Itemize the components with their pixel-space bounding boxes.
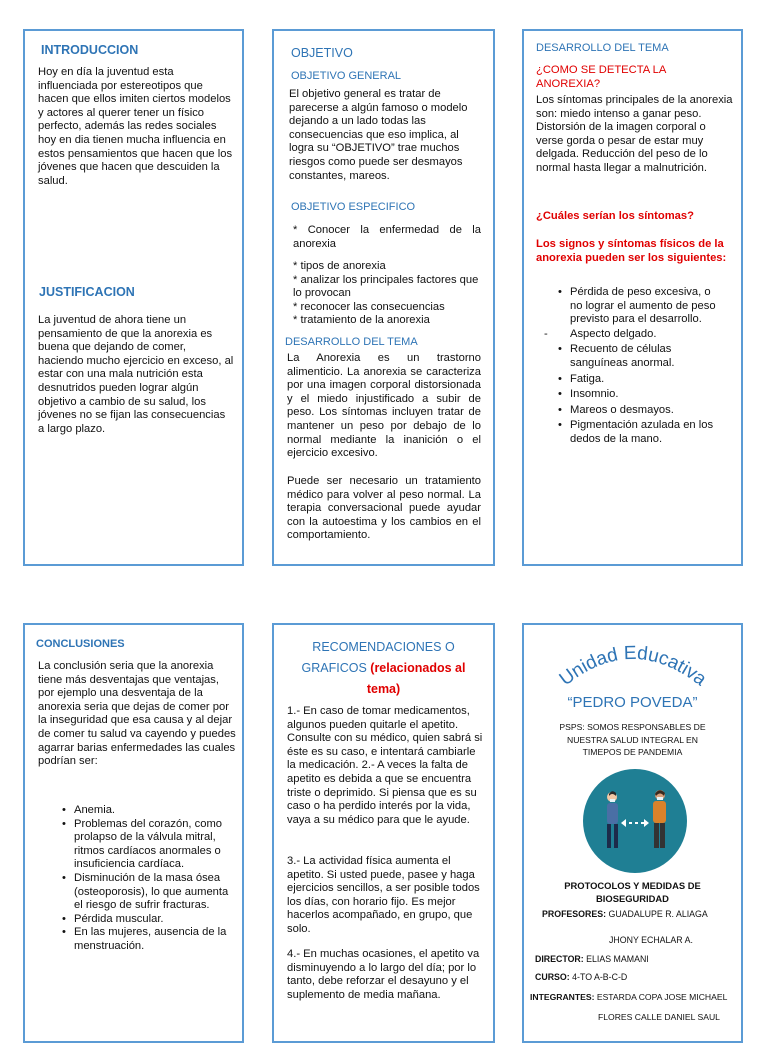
desarrollo-title: DESARROLLO DEL TEMA xyxy=(285,336,418,348)
list-item: • Mareos o desmayos. xyxy=(552,404,726,418)
protocolos-title: PROTOCOLOS Y MEDIDAS DE BIOSEGURIDAD xyxy=(564,880,701,905)
recomendaciones-title-line2: GRAFICOS (relacionados al xyxy=(301,661,466,675)
sintomas-list xyxy=(552,286,726,447)
list-item: * analizar los principales factores que lo provocan xyxy=(293,273,479,300)
intro-text: Hoy en día la juventud esta influenciada por estereotipos que hacen que ellos imiten ciertos modelos y actores al querer tener un físico perfecto, además las redes sociales hoy en dia tienen mucha influencia en estos pensamientos que hacen que los jóvenes que hacen que descuiden la salud. xyxy=(38,66,233,187)
director-name: ELIAS MAMANI xyxy=(586,954,649,964)
list-item: • Problemas del corazón, como prolapso de la válvula mitral, ritmos cardíacos anormales o insuficiencia cardíaca. xyxy=(56,818,236,872)
list-item: • Anemia. xyxy=(56,804,236,818)
panel-desarrollo xyxy=(522,29,743,566)
recomendaciones-title xyxy=(274,637,493,700)
director-label: DIRECTOR: xyxy=(535,954,584,964)
list-item: • Pérdida muscular. xyxy=(56,913,236,927)
list-item: • Fatiga. xyxy=(552,373,726,387)
list-item: - Aspecto delgado. xyxy=(552,328,726,342)
justificacion-title: JUSTIFICACION xyxy=(39,285,135,299)
profesores-line xyxy=(542,909,708,919)
list-item: * tratamiento de la anorexia xyxy=(293,314,430,327)
objetivo-general-text: El objetivo general es tratar de parecerse a algún famoso o modelo dejando a un lado todas las consecuencias que eso implica, al logra su “OBJETIVO” trae muchos riesgos como puede ser desmayos constantes, mareos. xyxy=(289,88,468,182)
objetivo-especifico-list xyxy=(293,260,483,328)
social-distancing-illustration xyxy=(583,769,687,873)
list-item: • Pérdida de peso excesiva, o no lograr el aumento de peso previsto para el desarrollo. xyxy=(552,286,726,327)
list-item: • En las mujeres, ausencia de la menstruación. xyxy=(56,926,236,953)
school-name: “PEDRO POVEDA” xyxy=(567,694,698,711)
recomendaciones-title-line1: RECOMENDACIONES O xyxy=(312,640,455,654)
detecta-text: Los síntomas principales de la anorexia son: miedo intenso a ganar peso. Distorsión de la imagen corporal o verse gorda o pesar de estar muy delgada. Reducción del peso de lo normal hasta llegar a malnutrición. xyxy=(536,94,733,174)
objetivo-especifico-first: * Conocer la enfermedad de la anorexia xyxy=(293,224,481,250)
integrantes-label: INTEGRANTES: xyxy=(530,992,595,1002)
recomendacion-p2: 3.- La actividad física aumenta el apetito. Si usted puede, pasee y haga ejercicios sencillos, a ser posible todos los días, con horario fijo. Es mejor hacerlos acompañado, en grupo, que solo. xyxy=(287,855,480,935)
objetivo-especifico-title: OBJETIVO ESPECIFICO xyxy=(291,201,416,213)
panel-recomendaciones xyxy=(272,623,495,1043)
list-item: • Disminución de la masa ósea (osteoporosis), lo que aumenta el riesgo de sufrir fracturas. xyxy=(56,872,236,913)
director-line xyxy=(535,954,649,964)
conclusiones-text: La conclusión seria que la anorexia tiene más desventajas que ventajas, por ejemplo una desventaja de la anorexia seria que dejas de comer por la inseguridad que esa causa y al dejar de comer tu salud va cayendo y puedes agarrar barias enfermedades las cuales podrían ser: xyxy=(38,660,236,768)
panel-objetivo xyxy=(272,29,495,566)
desarrollo-p2: Puede ser necesario un tratamiento médico para volver al peso normal. La terapia conversacional puede ayudar con la autoestima y los cambios en el comportamiento. xyxy=(287,475,481,542)
panel-portada xyxy=(522,623,743,1043)
curso-value: 4-TO A-B-C-D xyxy=(572,972,628,982)
objetivo-title: OBJETIVO xyxy=(291,46,353,60)
recomendacion-p1: 1.- En caso de tomar medicamentos, algunos pueden quitarle el apetito. Consulte con su médico, quien sabrá si éste es su caso, e intentará cambiarle la medicación. 2.- A veces la falta de apetito es debida a que se encuentra triste o deprimido. Si piensa que es su caso o ha perdido interés por la vida, vaya a su médico para que le ayude. xyxy=(287,705,483,826)
objetivo-general-title: OBJETIVO GENERAL xyxy=(291,70,402,82)
integrantes-line xyxy=(530,992,727,1002)
recomendaciones-title-line3: tema) xyxy=(366,682,401,696)
profesores-label: PROFESORES: xyxy=(542,909,607,919)
intro-title: INTRODUCCION xyxy=(41,43,139,57)
panel-conclusiones xyxy=(23,623,244,1043)
curso-label: CURSO: xyxy=(535,972,570,982)
list-item: • Insomnio. xyxy=(552,388,726,402)
recomendacion-p3: 4.- En muchas ocasiones, el apetito va disminuyendo a lo largo del día; por lo tanto, debe reforzar el desayuno y el suplemento de media mañana. xyxy=(287,948,480,1001)
arc-text: Unidad Educativa xyxy=(555,642,711,691)
svg-text:Unidad Educativa xyxy=(556,643,711,691)
list-item: • Pigmentación azulada en los dedos de la mano. xyxy=(552,419,726,446)
conclusiones-title: CONCLUSIONES xyxy=(36,638,125,650)
school-name-arc xyxy=(524,631,741,701)
integrante-2: FLORES CALLE DANIEL SAUL xyxy=(598,1012,720,1022)
detecta-question: ¿COMO SE DETECTA LA ANOREXIA? xyxy=(536,64,666,90)
curso-line xyxy=(535,972,627,982)
signos-intro: Los signos y síntomas físicos de la anorexia pueden ser los siguientes: xyxy=(536,238,727,264)
list-item: • Recuento de células sanguíneas anormal. xyxy=(552,343,726,370)
panel-introduccion xyxy=(23,29,244,566)
profesor-2: JHONY ECHALAR A. xyxy=(609,935,693,945)
desarrollo-p1: La Anorexia es un trastorno alimenticio. La anorexia se caracteriza por una imagen corporal distorsionada y el miedo injustificado a subir de peso. Los síntomas incluyen tratar de mantener un peso por debajo de lo normal mediante la inanición o el ejercicio excesivo. xyxy=(287,352,481,460)
justificacion-text: La juventud de ahora tiene un pensamiento de que la anorexia es buena que dejando de comer, haciendo mucho ejercicio en exceso, al estar con una mala nutrición esta desnutridos pueden lograr algún objetivo a cambio de su salud, los jóvenes no se fijan las consecuencias a largo plazo. xyxy=(38,314,234,435)
conclusiones-list xyxy=(56,804,236,954)
profesor-1: GUADALUPE R. ALIAGA xyxy=(608,909,708,919)
list-item: * reconocer las consecuencias xyxy=(293,300,445,313)
psps-text: PSPS: SOMOS RESPONSABLES DE NUESTRA SALUD INTEGRAL EN TIMEPOS DE PANDEMIA xyxy=(559,722,706,757)
list-item: * tipos de anorexia xyxy=(293,260,386,272)
sintomas-question: ¿Cuáles serían los síntomas? xyxy=(536,210,694,222)
desarrollo-tema-title: DESARROLLO DEL TEMA xyxy=(536,42,669,54)
integrante-1: ESTARDA COPA JOSE MICHAEL xyxy=(596,992,728,1002)
